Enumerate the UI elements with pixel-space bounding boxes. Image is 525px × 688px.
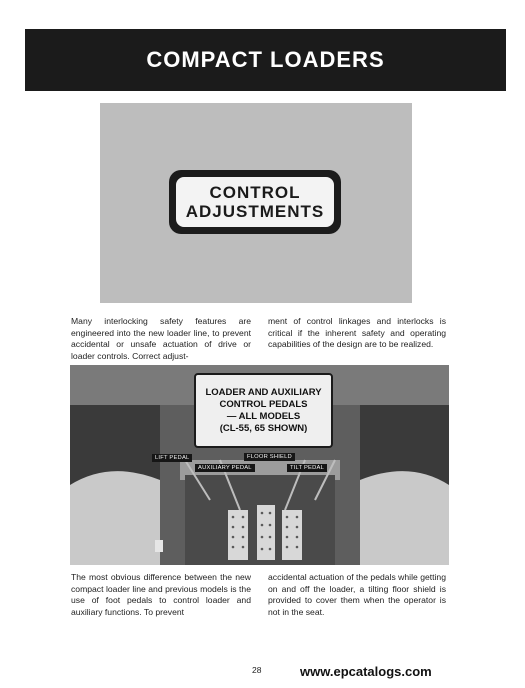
photo-caption — [194, 373, 333, 448]
body-paragraph-right: accidental actuation of the pedals while getting on and off the loader, a tilting floor shield is provided to cover them when the operator is not in the seat. — [268, 572, 446, 617]
body-paragraph-left: The most obvious difference between the new compact loader line and previous models is the use of foot pedals to control loader and auxiliary functions. To prevent — [71, 572, 251, 617]
caption-line-2: CONTROL PEDALS — [219, 398, 308, 410]
caption-line-3: — ALL MODELS — [226, 410, 301, 422]
page-title: COMPACT LOADERS — [146, 47, 385, 72]
caption-line-4: (CL-55, 65 SHOWN) — [219, 422, 308, 434]
page-number: 28 — [252, 665, 262, 675]
section-sign — [169, 170, 341, 234]
section-sign-panel — [175, 176, 335, 228]
section-title-line2: ADJUSTMENTS — [185, 202, 325, 221]
section-sign-photo — [100, 103, 412, 303]
label-floor-shield: FLOOR SHIELD — [244, 453, 295, 461]
header-banner — [25, 29, 506, 91]
intro-paragraph-left: Many interlocking safety features are engineered into the new loader line, to prevent accidental or unsafe actuation of drive or loader controls. Correct adjust- — [71, 316, 251, 361]
label-tilt-pedal: TILT PEDAL — [287, 464, 327, 472]
pedals-photo — [70, 365, 449, 565]
label-auxiliary-pedal: AUXILIARY PEDAL — [195, 464, 255, 472]
caption-line-1: LOADER AND AUXILIARY — [205, 386, 322, 398]
watermark-text: www.epcatalogs.com — [300, 664, 432, 679]
label-lift-pedal: LIFT PEDAL — [152, 454, 192, 462]
intro-paragraph-right: ment of control linkages and interlocks is critical if the inherent safety and operating capabilities of the design are to be realized. — [268, 316, 446, 349]
section-title-line1: CONTROL — [209, 183, 301, 202]
